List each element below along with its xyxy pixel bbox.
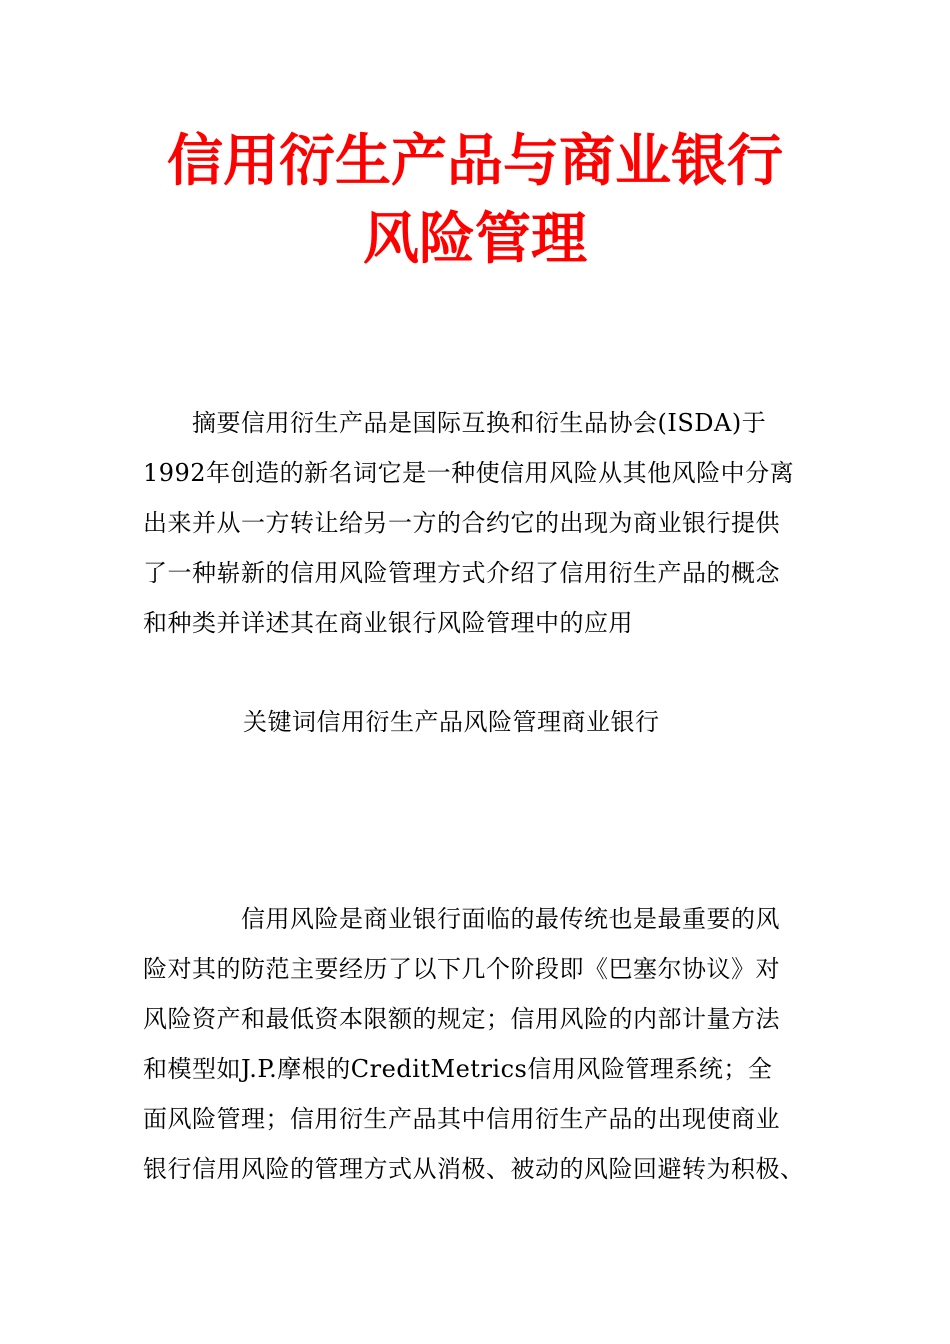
keywords-line: 关键词信用衍生产品风险管理商业银行 [243, 708, 660, 736]
abstract-line: 了一种崭新的信用风险管理方式介绍了信用衍生产品的概念 [143, 559, 780, 587]
abstract-line: 出来并从一方转让给另一方的合约它的出现为商业银行提供 [143, 509, 780, 537]
body-line: 信用风险是商业银行面临的最传统也是最重要的风 [143, 905, 780, 933]
keywords-paragraph [243, 697, 803, 747]
body-paragraph [143, 894, 811, 1194]
abstract-line: 摘要信用衍生产品是国际互换和衍生品协会(ISDA)于 [143, 409, 767, 437]
body-line: 和模型如J.P.摩根的CreditMetrics信用风险管理系统；全 [143, 1055, 773, 1083]
body-line: 银行信用风险的管理方式从消极、被动的风险回避转为积极、 [143, 1155, 805, 1183]
abstract-paragraph [143, 398, 811, 648]
abstract-line: 和种类并详述其在商业银行风险管理中的应用 [143, 609, 633, 637]
abstract-line: 1992年创造的新名词它是一种使信用风险从其他风险中分离 [143, 459, 795, 487]
body-line: 风险资产和最低资本限额的规定；信用风险的内部计量方法 [143, 1005, 780, 1033]
document-title-line-1: 信用衍生产品与商业银行 [167, 129, 783, 194]
body-line: 面风险管理；信用衍生产品其中信用衍生产品的出现使商业 [143, 1105, 780, 1133]
document-title-line-2: 风险管理 [363, 207, 587, 272]
body-line: 险对其的防范主要经历了以下几个阶段即《巴塞尔协议》对 [143, 955, 780, 983]
